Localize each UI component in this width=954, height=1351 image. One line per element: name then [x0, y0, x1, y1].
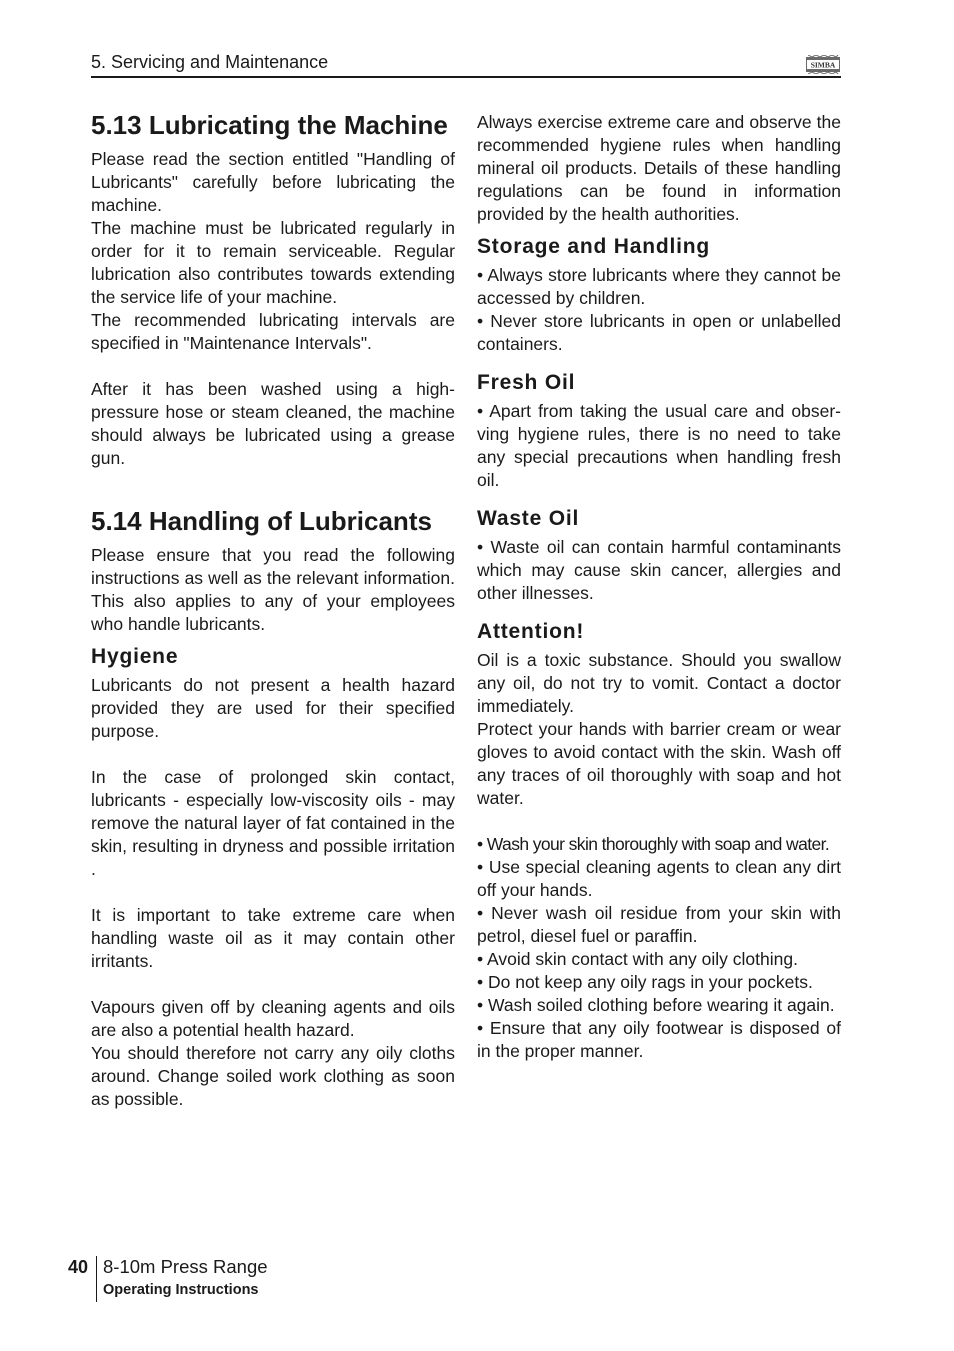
- list-item: • Use special cleaning agents to clean any dirt off your hands.: [477, 857, 841, 900]
- list-item: • Wash soiled clothing before wearing it again.: [477, 995, 835, 1015]
- paragraph: The recommended lubricating intervals are specified in "Maintenance Intervals".: [91, 310, 455, 353]
- footer-subtitle: Operating Instructions: [103, 1282, 259, 1298]
- heading-lubricating-machine: 5.13 Lubricating the Machine: [91, 110, 448, 140]
- list-item: • Avoid skin contact with any oily clothing.: [477, 949, 798, 969]
- svg-text:SIMBA: SIMBA: [810, 60, 836, 70]
- footer-title: 8-10m Press Range: [103, 1256, 268, 1277]
- list-item: • Never store lubricants in open or unlabelled containers.: [477, 311, 841, 354]
- paragraph: Vapours given off by cleaning agents and oils are also a potential health hazard.: [91, 997, 455, 1040]
- list-item: • Never wash oil residue from your skin with petrol, diesel fuel or paraffin.: [477, 903, 841, 946]
- paragraph: You should therefore not carry any oily cloths around. Change soiled work clothing as soon as possible.: [91, 1043, 455, 1109]
- paragraph: It is important to take extreme care when handling waste oil as it may contain other irritants.: [91, 905, 455, 971]
- paragraph: Oil is a toxic substance. Should you swallow any oil, do not try to vomit. Contact a doctor immediately.: [477, 650, 841, 716]
- right-column: [477, 111, 841, 1063]
- list-item: • Always store lubricants where they cannot be accessed by children.: [477, 265, 841, 308]
- heading-storage-handling: Storage and Handling: [477, 235, 711, 258]
- heading-waste-oil: Waste Oil: [477, 507, 580, 530]
- list-item: • Do not keep any oily rags in your pockets.: [477, 972, 813, 992]
- simba-logo-icon: [806, 55, 840, 74]
- paragraph: The machine must be lubricated regularly in order for it to remain serviceable. Regular lubrication also contributes towards extending the service life of your machine.: [91, 218, 455, 307]
- paragraph: After it has been washed using a high-pressure hose or steam cleaned, the machine should always be lubricated using a grease gun.: [91, 379, 455, 468]
- list-item: • Waste oil can contain harmful contaminants which may cause skin cancer, allergies and other illnesses.: [477, 537, 841, 603]
- header-section-title: 5. Servicing and Maintenance: [91, 52, 329, 72]
- list-item: • Apart from taking the usual care and obser-ving hygiene rules, there is no need to take any special precautions when handling fresh oil.: [477, 401, 841, 490]
- paragraph: Please ensure that you read the following instructions as well as the relevant information. This also applies to any of your employees who handle lubricants.: [91, 545, 455, 634]
- list-item: • Wash your skin thoroughly with soap and water.: [477, 834, 830, 854]
- left-column: [91, 110, 455, 1111]
- paragraph: Always exercise extreme care and observe the recommended hygiene rules when handling mineral oil products. Details of these handling regulations can be found in information provided by the health authorities.: [477, 112, 841, 224]
- paragraph: Lubricants do not present a health hazard provided they are used for their specified purpose.: [91, 675, 455, 741]
- list-item: • Ensure that any oily footwear is disposed of in the proper manner.: [477, 1018, 841, 1061]
- footer-divider: [96, 1256, 97, 1302]
- heading-hygiene: Hygiene: [91, 645, 179, 668]
- heading-handling-lubricants: 5.14 Handling of Lubricants: [91, 506, 432, 536]
- header-rule: [91, 76, 841, 78]
- page-number: 40: [68, 1257, 89, 1277]
- paragraph: Please read the section entitled "Handling of Lubricants" carefully before lubricating the machine.: [91, 149, 455, 215]
- heading-fresh-oil: Fresh Oil: [477, 371, 576, 394]
- paragraph: Protect your hands with barrier cream or wear gloves to avoid contact with the skin. Wash off any traces of oil thoroughly with soap and hot water.: [477, 719, 841, 808]
- heading-attention: Attention!: [477, 620, 585, 643]
- paragraph: In the case of prolonged skin contact, lubricants - especially low-viscosity oils - may remove the natural layer of fat contained in the skin, resulting in dryness and possible irritation .: [91, 767, 455, 879]
